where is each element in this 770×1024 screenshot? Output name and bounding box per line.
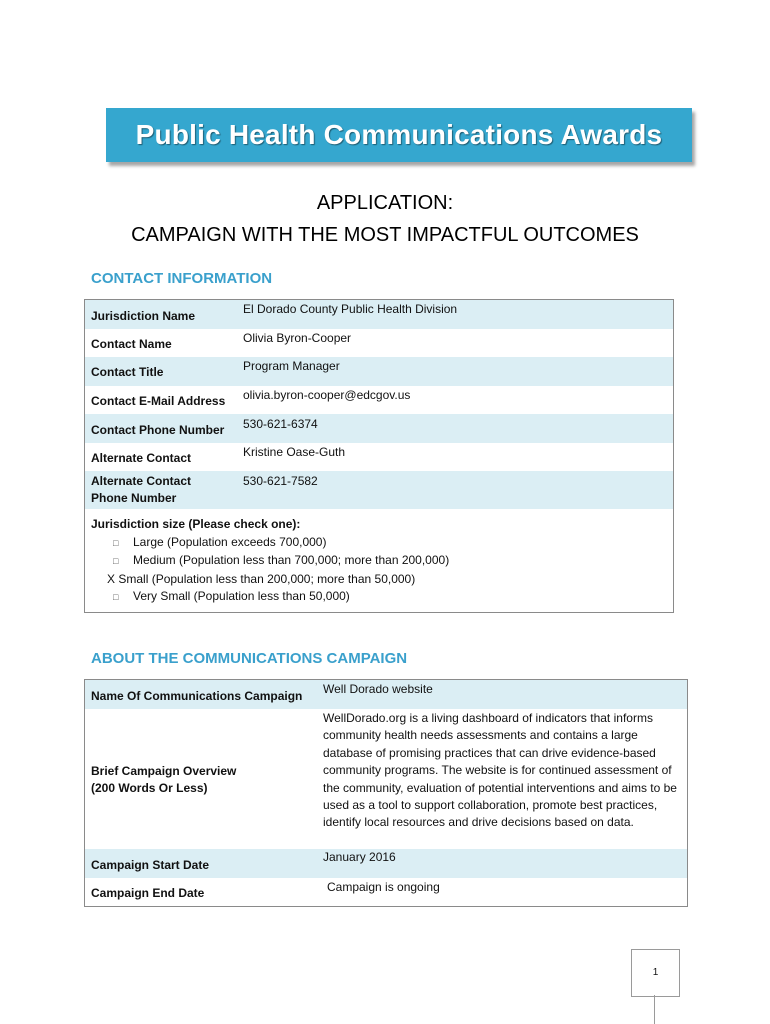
- table-row: [85, 443, 673, 471]
- alternate-contact-label: Alternate Contact: [91, 451, 192, 465]
- campaign-table: [84, 679, 688, 907]
- checkbox-icon[interactable]: □: [113, 592, 119, 602]
- size-option-label: Small (Population less than 200,000; more than 50,000): [118, 571, 416, 586]
- campaign-name-value[interactable]: Well Dorado website: [323, 682, 433, 696]
- contact-section-title: CONTACT INFORMATION: [91, 270, 273, 287]
- jurisdiction-name-value[interactable]: El Dorado County Public Health Division: [243, 302, 458, 316]
- jurisdiction-size-group: [91, 516, 449, 607]
- table-row: [85, 849, 687, 878]
- page-number-divider: [654, 995, 655, 1024]
- overview-label-line1: Brief Campaign Overview: [91, 764, 237, 778]
- alternate-phone-value[interactable]: 530-621-7582: [243, 474, 318, 488]
- contact-information-table: [84, 299, 674, 613]
- overview-value[interactable]: WellDorado.org is a living dashboard of indicators that informs community health needs assessments and contains a large database of promising practices that can drive evidence-based community programs. The website is for continued assessment of the community, evaluation of potential interventions and aims to be used as a tool to support collaboration, promote best practices, identify local resources and drive decisions based on data.: [323, 711, 677, 830]
- end-date-value[interactable]: Campaign is ongoing: [327, 880, 440, 894]
- contact-email-value[interactable]: olivia.byron-cooper@edcgov.us: [243, 388, 411, 402]
- table-row: [85, 386, 673, 414]
- alternate-phone-label-line1: Alternate Contact: [91, 474, 192, 488]
- category-heading: CAMPAIGN WITH THE MOST IMPACTFUL OUTCOMES: [131, 224, 639, 246]
- size-option-large[interactable]: [91, 534, 449, 553]
- contact-phone-label: Contact Phone Number: [91, 423, 225, 437]
- alternate-contact-value[interactable]: Kristine Oase-Guth: [243, 445, 346, 459]
- contact-title-label: Contact Title: [91, 365, 164, 379]
- page-number: 1: [631, 949, 680, 997]
- contact-title-value[interactable]: Program Manager: [243, 359, 340, 373]
- jurisdiction-name-label: Jurisdiction Name: [91, 309, 196, 323]
- table-row: [85, 357, 673, 386]
- table-row: [85, 329, 673, 357]
- jurisdiction-size-title: Jurisdiction size (Please check one):: [91, 517, 301, 531]
- table-row: [85, 680, 687, 709]
- checkbox-icon[interactable]: □: [113, 537, 119, 548]
- checked-mark[interactable]: X: [107, 571, 116, 586]
- campaign-section-title: ABOUT THE COMMUNICATIONS CAMPAIGN: [91, 650, 408, 667]
- title-banner: [106, 108, 692, 162]
- size-option-very-small[interactable]: [91, 588, 449, 607]
- size-option-medium[interactable]: [91, 552, 449, 571]
- start-date-value[interactable]: January 2016: [323, 850, 396, 864]
- size-option-label: Large (Population exceeds 700,000): [133, 534, 327, 549]
- overview-label-line2: (200 Words Or Less): [91, 781, 208, 795]
- start-date-label: Campaign Start Date: [91, 858, 210, 872]
- campaign-name-label: Name Of Communications Campaign: [91, 689, 303, 703]
- alternate-phone-label-line2: Phone Number: [91, 491, 177, 505]
- end-date-label: Campaign End Date: [91, 886, 205, 900]
- size-option-label: Medium (Population less than 700,000; more than 200,000): [133, 553, 450, 567]
- size-option-small[interactable]: [91, 571, 449, 589]
- table-row: [85, 300, 673, 329]
- banner-title: Public Health Communications Awards: [135, 119, 663, 150]
- table-row: [85, 878, 687, 906]
- contact-phone-value[interactable]: 530-621-6374: [243, 417, 318, 431]
- application-heading: APPLICATION:: [316, 192, 454, 214]
- contact-email-label: Contact E-Mail Address: [91, 394, 226, 408]
- contact-name-value[interactable]: Olivia Byron-Cooper: [243, 331, 352, 345]
- size-option-label: Very Small (Population less than 50,000): [133, 589, 350, 603]
- checkbox-icon[interactable]: □: [113, 556, 119, 566]
- table-row: [85, 414, 673, 443]
- table-row: [85, 471, 673, 509]
- contact-name-label: Contact Name: [91, 337, 172, 351]
